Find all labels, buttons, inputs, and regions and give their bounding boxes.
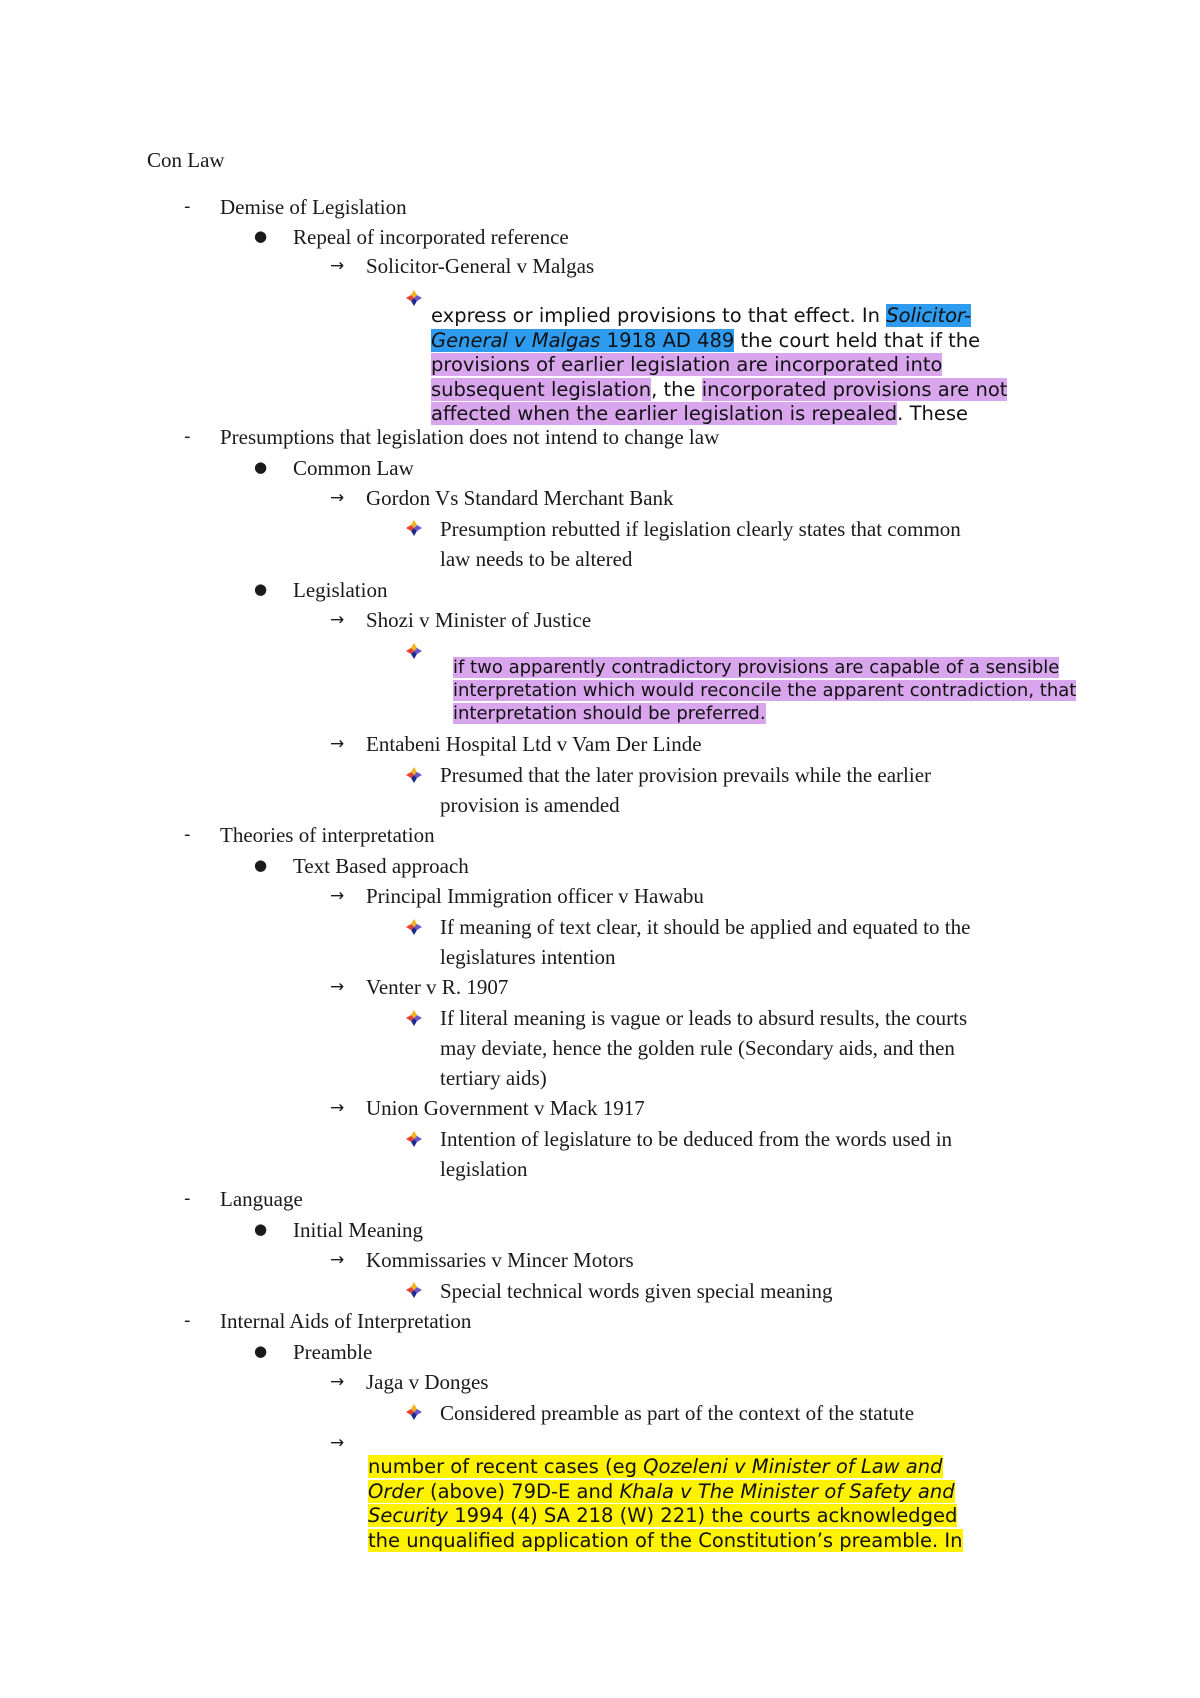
note-jaga: Considered preamble as part of the context of the statute <box>440 1401 915 1425</box>
case-mack: Union Government v Mack 1917 <box>366 1096 645 1120</box>
excerpt-highlight: subsequent legislation <box>431 377 652 401</box>
diamond-bullet-icon <box>405 1009 423 1027</box>
excerpt-row <box>453 702 1076 725</box>
note-mack-line-1: Intention of legislature to be deduced from the words used in <box>440 1127 953 1151</box>
excerpt-text: , the <box>651 377 702 401</box>
excerpt-row <box>431 353 1007 378</box>
heading-language: Language <box>220 1187 303 1211</box>
excerpt-highlight: incorporated provisions are not <box>701 377 1008 401</box>
arrow-marker: → <box>330 1250 345 1270</box>
arrow-marker: → <box>330 488 345 508</box>
excerpt-row <box>368 1504 963 1529</box>
diamond-bullet-icon <box>405 1403 423 1421</box>
excerpt-highlight: if two apparently contradictory provisions are capable of a sensible <box>453 657 1060 678</box>
subheading-repeal: Repeal of incorporated reference <box>293 225 569 249</box>
note-kommissaries: Special technical words given special meaning <box>440 1279 833 1303</box>
excerpt-row <box>368 1529 963 1554</box>
note-venter-line-3: tertiary aids) <box>440 1066 547 1090</box>
case-gordon: Gordon Vs Standard Merchant Bank <box>366 486 674 510</box>
note-entabeni-line-2: provision is amended <box>440 793 620 817</box>
excerpt-text: . These <box>897 402 968 425</box>
excerpt-text: the court held that if the <box>734 328 981 352</box>
excerpt-row <box>368 1455 963 1480</box>
excerpt-case-name: Order <box>368 1479 424 1503</box>
arrow-marker: → <box>330 1433 345 1453</box>
excerpt-case-name: Solicitor- <box>886 304 972 327</box>
excerpt-row <box>431 378 1007 403</box>
arrow-marker: → <box>330 886 345 906</box>
dash-marker: - <box>184 824 191 845</box>
bullet-dot: ● <box>254 458 268 476</box>
case-kommissaries: Kommissaries v Mincer Motors <box>366 1248 634 1272</box>
case-venter: Venter v R. 1907 <box>366 975 509 999</box>
excerpt-case-name: Khala v The Minister of Safety and <box>619 1479 955 1503</box>
note-venter-line-2: may deviate, hence the golden rule (Secondary aids, and then <box>440 1036 955 1060</box>
excerpt-row <box>431 329 1007 354</box>
bullet-dot: ● <box>254 1342 268 1360</box>
bullet-dot: ● <box>254 580 268 598</box>
case-hawabu: Principal Immigration officer v Hawabu <box>366 884 704 908</box>
subheading-common-law: Common Law <box>293 456 414 480</box>
dash-marker: - <box>184 1310 191 1331</box>
excerpt-malgas <box>431 304 1007 427</box>
note-mack-line-2: legislation <box>440 1157 528 1181</box>
subheading-preamble: Preamble <box>293 1340 373 1364</box>
note-gordon-line-2: law needs to be altered <box>440 547 633 571</box>
heading-demise: Demise of Legislation <box>220 195 407 219</box>
dash-marker: - <box>184 426 191 447</box>
subheading-initial-meaning: Initial Meaning <box>293 1218 424 1242</box>
document-title: Con Law <box>147 148 225 172</box>
heading-internal-aids: Internal Aids of Interpretation <box>220 1309 472 1333</box>
arrow-marker: → <box>330 256 345 276</box>
bullet-dot: ● <box>254 1220 268 1238</box>
excerpt-highlight: number of recent cases (eg <box>368 1455 644 1478</box>
diamond-bullet-icon <box>405 1281 423 1299</box>
arrow-marker: → <box>330 977 345 997</box>
heading-theories: Theories of interpretation <box>220 823 435 847</box>
bullet-dot: ● <box>254 227 268 245</box>
subheading-legislation: Legislation <box>293 578 388 602</box>
case-malgas: Solicitor-General v Malgas <box>366 254 595 278</box>
case-entabeni: Entabeni Hospital Ltd v Vam Der Linde <box>366 732 702 756</box>
note-hawabu-line-1: If meaning of text clear, it should be applied and equated to the <box>440 915 971 939</box>
diamond-bullet-icon <box>405 1130 423 1148</box>
case-jaga: Jaga v Donges <box>366 1370 489 1394</box>
case-shozi: Shozi v Minister of Justice <box>366 608 592 632</box>
dash-marker: - <box>184 1188 191 1209</box>
excerpt-row <box>431 402 1007 427</box>
note-hawabu-line-2: legislatures intention <box>440 945 616 969</box>
excerpt-highlight: the unqualified application of the Constitution’s preamble. In <box>368 1528 963 1552</box>
note-gordon-line-1: Presumption rebutted if legislation clearly states that common <box>440 517 961 541</box>
diamond-bullet-icon <box>405 642 423 660</box>
excerpt-case-name: Qozeleni v Minister of Law and <box>643 1455 943 1478</box>
heading-presumptions: Presumptions that legislation does not intend to change law <box>220 425 720 449</box>
dash-marker: - <box>184 196 191 217</box>
arrow-marker: → <box>330 1372 345 1392</box>
excerpt-highlight: 1994 (4) SA 218 (W) 221) the courts acknowledged <box>448 1504 958 1527</box>
diamond-bullet-icon <box>405 918 423 936</box>
diamond-bullet-icon <box>405 766 423 784</box>
arrow-marker: → <box>330 1098 345 1118</box>
note-venter-line-1: If literal meaning is vague or leads to absurd results, the courts <box>440 1006 968 1030</box>
excerpt-citation: 1918 AD 489 <box>600 328 735 352</box>
diamond-bullet-icon <box>405 519 423 537</box>
excerpt-shozi <box>453 656 1076 725</box>
excerpt-case-name: Security <box>368 1504 449 1527</box>
excerpt-highlight: provisions of earlier legislation are incorporated into <box>431 353 943 376</box>
excerpt-case-name: General v Malgas <box>431 328 601 352</box>
diamond-bullet-icon <box>405 289 423 307</box>
excerpt-highlight: interpretation which would reconcile the apparent contradiction, that <box>453 680 1077 701</box>
arrow-marker: → <box>330 734 345 754</box>
excerpt-highlight: affected when the earlier legislation is repealed <box>431 402 898 425</box>
excerpt-text: express or implied provisions to that effect. In <box>431 304 887 327</box>
subheading-text-based: Text Based approach <box>293 854 469 878</box>
excerpt-row <box>431 304 1007 329</box>
bullet-dot: ● <box>254 856 268 874</box>
note-entabeni-line-1: Presumed that the later provision prevails while the earlier <box>440 763 932 787</box>
excerpt-row <box>453 679 1076 702</box>
excerpt-highlight: interpretation should be preferred. <box>453 703 766 724</box>
excerpt-highlight: (above) 79D-E and <box>423 1479 620 1503</box>
excerpt-preamble <box>368 1455 963 1553</box>
excerpt-row <box>368 1480 963 1505</box>
excerpt-row <box>453 656 1076 679</box>
arrow-marker: → <box>330 610 345 630</box>
